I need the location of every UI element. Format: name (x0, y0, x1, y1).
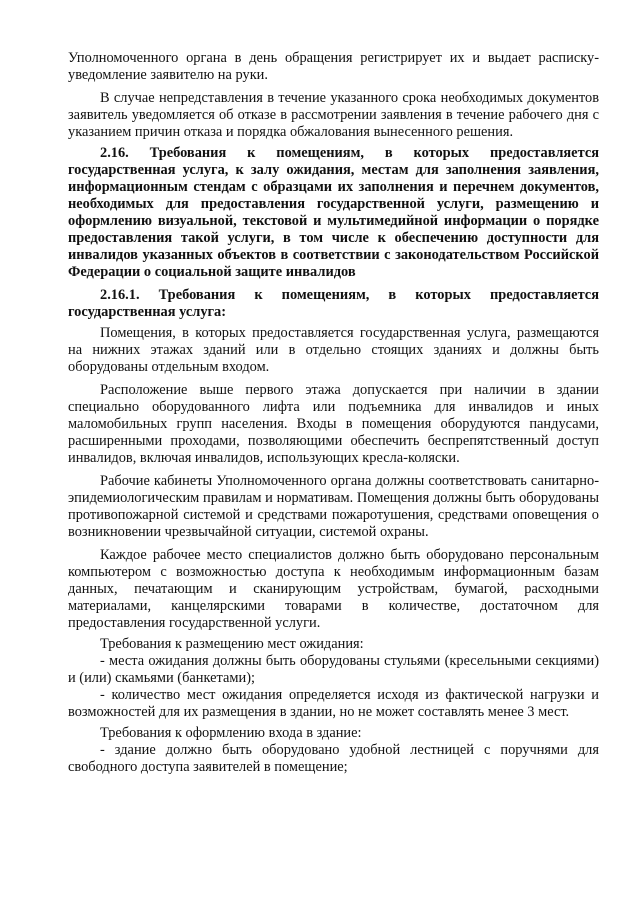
list-item-waiting-seats: - места ожидания должны быть оборудованы стульями (кресельными секциями) и (или) скамьями (банкетами); (68, 653, 599, 686)
section-heading-2-16: 2.16. Требования к помещениям, в которых предоставляется государственная услуга, к залу ожидания, местам для заполнения заявления, информационным стендам с образцами их заполнения и перечнем документов, необходимых для предоставления государственной услуги, размещению и оформлению визуальной, текстовой и мультимедийной информации о порядке предоставления такой услуги, в том числе к обеспечению доступности для инвалидов указанных объектов в соответствии с законодательством Российской Федерации о социальной защите инвалидов (68, 145, 599, 280)
document-body (68, 50, 599, 776)
paragraph-refusal-notice: В случае непредставления в течение указанного срока необходимых документов заявитель уведомляется об отказе в рассмотрении заявления в течение рабочего дня с указанием причин отказа и порядка обжалования вынесенного решения. (68, 90, 599, 140)
paragraph-upper-floor-access: Расположение выше первого этажа допускается при наличии в здании специально оборудованного лифта или подъемника для инвалидов и иных маломобильных групп населения. Входы в помещения оборудуются пандусами, расширенными проходами, позволяющими обеспечить беспрепятственный доступ инвалидов, включая инвалидов, использующих кресла-коляски. (68, 382, 599, 466)
paragraph-receipt-registration: Уполномоченного органа в день обращения регистрирует их и выдает расписку-уведомление заявителю на руки. (68, 50, 599, 83)
paragraph-office-requirements: Рабочие кабинеты Уполномоченного органа должны соответствовать санитарно-эпидемиологическим правилам и нормативам. Помещения должны быть оборудованы противопожарной системой и средствами пожаротушения, средствами оповещения о возникновении чрезвычайной ситуации, системой охраны. (68, 473, 599, 540)
paragraph-entrance-heading: Требования к оформлению входа в здание: (100, 725, 362, 741)
list-item-waiting-count: - количество мест ожидания определяется исходя из фактической нагрузки и возможностей для их размещения в здании, но не может составлять менее 3 мест. (68, 687, 599, 720)
list-item-entrance-stairs: - здание должно быть оборудовано удобной лестницей с поручнями для свободного доступа заявителей в помещение; (68, 742, 599, 775)
paragraph-waiting-area-heading: Требования к размещению мест ожидания: (100, 636, 364, 652)
paragraph-premises-location: Помещения, в которых предоставляется государственная услуга, размещаются на нижних этажах зданий или в отдельно стоящих зданиях и должны быть оборудованы отдельным входом. (68, 325, 599, 375)
paragraph-workplace-equipment: Каждое рабочее место специалистов должно быть оборудовано персональным компьютером с возможностью доступа к необходимым информационным базам данных, печатающим и сканирующим устройствам, бумагой, расходными материалами, канцелярскими товарами в количестве, достаточном для предоставления государственной услуги. (68, 547, 599, 631)
section-heading-2-16-1: 2.16.1. Требования к помещениям, в которых предоставляется государственная услуга: (68, 287, 599, 320)
